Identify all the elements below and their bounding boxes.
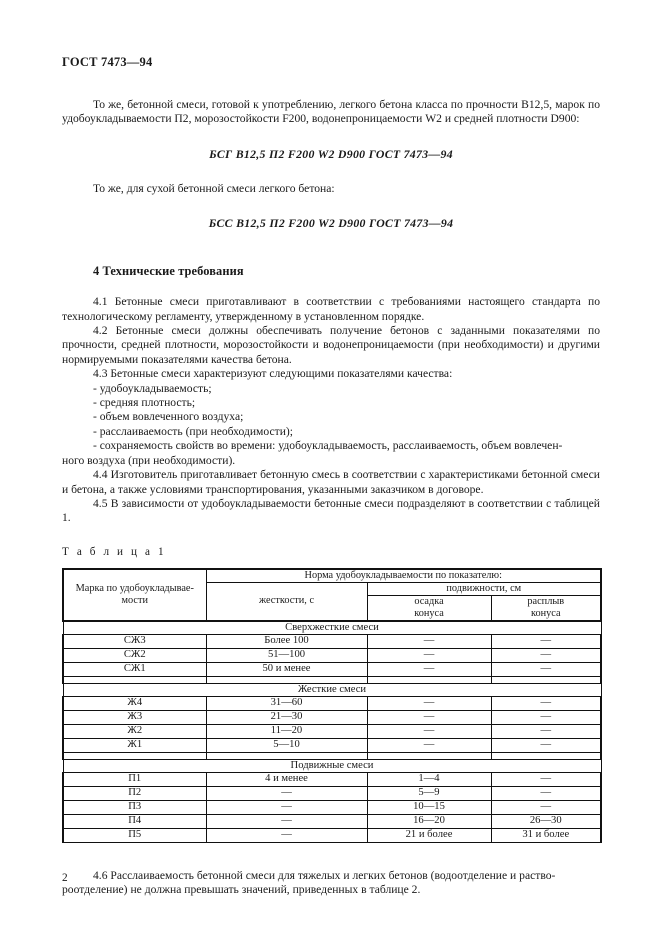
- standard-number: ГОСТ 7473—94: [62, 55, 153, 69]
- paragraph-4-6-continuation: роотделение) не должна превышать значений, приведенных в таблице 2.: [62, 883, 421, 897]
- paragraph-4-4: 4.4 Изготовитель приготавливает бетонную смесь в соответствии с характеристиками бетонной смеси и бетона, а также условиями транспортирования, указанными заказчиком в договоре.: [62, 468, 600, 496]
- cell-spread: —: [491, 648, 601, 662]
- table-row: [63, 738, 601, 752]
- cell-slump: 16—20: [367, 814, 491, 828]
- cell-mark: П3: [63, 800, 206, 814]
- cell-rigidity: 11—20: [206, 724, 367, 738]
- header-cell-slump-line2: конуса: [414, 607, 444, 619]
- table-row: [63, 828, 601, 842]
- header-cell-mark-line2: мости: [121, 594, 148, 606]
- cell-rigidity: —: [206, 800, 367, 814]
- cell-mark: СЖ2: [63, 648, 206, 662]
- table-row: [63, 634, 601, 648]
- table-row: [63, 696, 601, 710]
- page-content: [62, 55, 600, 898]
- table-spacer-row: [63, 752, 601, 759]
- paragraph-4-2: 4.2 Бетонные смеси должны обеспечивать получение бетонов с заданными показателями по прочности, средней плотности, морозостойкости и водонепроницаемости (при необходимости) и другими нормируемыми показателями качества бетона.: [62, 324, 600, 366]
- group-title: Жесткие смеси: [63, 683, 601, 696]
- cell-mark: Ж2: [63, 724, 206, 738]
- cell-mark: П2: [63, 786, 206, 800]
- table-row: [63, 814, 601, 828]
- cell-rigidity: —: [206, 828, 367, 842]
- header-cell-spread-line2: конуса: [530, 607, 561, 619]
- cell-rigidity: 4 и менее: [206, 772, 367, 786]
- cell-slump: 10—15: [367, 800, 491, 814]
- cell-spread: —: [491, 724, 601, 738]
- table-caption: Т а б л и ц а 1: [62, 545, 167, 558]
- table-row: [63, 800, 601, 814]
- cell-rigidity: Более 100: [206, 634, 367, 648]
- list-item: - расслаиваемость (при необходимости);: [93, 424, 293, 438]
- table-spacer-row: [63, 676, 601, 683]
- cell-slump: 1—4: [367, 772, 491, 786]
- cell-mark: П4: [63, 814, 206, 828]
- cell-mark: П1: [63, 772, 206, 786]
- cell-rigidity: 50 и менее: [206, 662, 367, 676]
- section-heading-4: 4 Технические требования: [93, 264, 244, 279]
- table-row: [63, 648, 601, 662]
- cell-slump: —: [367, 648, 491, 662]
- group-title: Подвижные смеси: [63, 759, 601, 772]
- cell-mark: Ж1: [63, 738, 206, 752]
- designation-code-bsg: БСГ B12,5 П2 F200 W2 D900 ГОСТ 7473—94: [209, 146, 453, 161]
- cell-slump: —: [367, 710, 491, 724]
- header-cell-rigidity: жесткости, с: [206, 582, 367, 621]
- cell-mark: Ж4: [63, 696, 206, 710]
- cell-spread: —: [491, 710, 601, 724]
- cell-spread: —: [491, 800, 601, 814]
- table-row: [63, 772, 601, 786]
- paragraph-same-ready-mix: То же, бетонной смеси, готовой к употреблению, легкого бетона класса по прочности B12,5, марок по удобоукладываемости П2, морозостойкости F200, водонепроницаемости W2 и средней плотности D900:: [62, 98, 600, 126]
- table-row: [63, 710, 601, 724]
- table-row: [63, 786, 601, 800]
- group-title: Сверхжесткие смеси: [63, 621, 601, 635]
- table-group-header-row: [63, 621, 601, 635]
- cell-rigidity: 5—10: [206, 738, 367, 752]
- cell-spread: —: [491, 772, 601, 786]
- designation-code-bss: БСС B12,5 П2 F200 W2 D900 ГОСТ 7473—94: [208, 216, 454, 231]
- list-item: - объем вовлеченного воздуха;: [93, 410, 244, 424]
- list-item: - сохраняемость свойств во времени: удобоукладываемость, расслаиваемость, объем вовлечен-: [93, 439, 563, 453]
- header-cell-mark: [63, 569, 206, 621]
- table-row: [63, 724, 601, 738]
- list-item: - удобоукладываемость;: [93, 381, 212, 395]
- list-item-continuation: ного воздуха (при необходимости).: [62, 453, 236, 467]
- list-item: - средняя плотность;: [93, 396, 196, 410]
- cell-spread: 26—30: [491, 814, 601, 828]
- cell-spread: —: [491, 738, 601, 752]
- header-cell-group-norm: Норма удобоукладываемости по показателю:: [206, 569, 601, 583]
- table-header-row-1: [63, 569, 601, 583]
- table-group-header-row: [63, 683, 601, 696]
- cell-slump: —: [367, 634, 491, 648]
- paragraph-same-dry-mix: То же, для сухой бетонной смеси легкого бетона:: [93, 181, 335, 195]
- cell-mark: СЖ1: [63, 662, 206, 676]
- cell-rigidity: —: [206, 814, 367, 828]
- paragraph-4-5: 4.5 В зависимости от удобоукладываемости бетонные смеси подразделяют в соответствии с таблицей 1.: [62, 496, 600, 525]
- table-workability-norms: [62, 568, 602, 843]
- cell-rigidity: 31—60: [206, 696, 367, 710]
- header-cell-spread: [491, 595, 601, 621]
- header-cell-slump: [367, 595, 491, 621]
- cell-spread: —: [491, 786, 601, 800]
- cell-slump: —: [367, 724, 491, 738]
- cell-slump: —: [367, 662, 491, 676]
- paragraph-4-1: 4.1 Бетонные смеси приготавливают в соответствии с требованиями настоящего стандарта по технологическому регламенту, утвержденному в установленном порядке.: [62, 295, 600, 323]
- cell-spread: 31 и более: [491, 828, 601, 842]
- header-cell-group-mobility: подвижности, см: [367, 582, 601, 595]
- cell-slump: 5—9: [367, 786, 491, 800]
- header-cell-spread-line1: расплыв: [527, 595, 565, 607]
- cell-spread: —: [491, 662, 601, 676]
- cell-rigidity: 51—100: [206, 648, 367, 662]
- cell-spread: —: [491, 696, 601, 710]
- cell-mark: СЖ3: [63, 634, 206, 648]
- paragraph-4-3: 4.3 Бетонные смеси характеризуют следующими показателями качества:: [93, 367, 453, 381]
- cell-slump: —: [367, 738, 491, 752]
- cell-slump: —: [367, 696, 491, 710]
- paragraph-4-6: 4.6 Расслаиваемость бетонной смеси для тяжелых и легких бетонов (водоотделение и раство-: [93, 868, 556, 882]
- table-group-header-row: [63, 759, 601, 772]
- cell-mark: Ж3: [63, 710, 206, 724]
- cell-rigidity: —: [206, 786, 367, 800]
- cell-spread: —: [491, 634, 601, 648]
- cell-rigidity: 21—30: [206, 710, 367, 724]
- page-number: 2: [62, 872, 68, 884]
- header-cell-mark-line1: Марка по удобоукладывае-: [75, 582, 194, 594]
- cell-slump: 21 и более: [367, 828, 491, 842]
- cell-mark: П5: [63, 828, 206, 842]
- header-cell-slump-line1: осадка: [414, 595, 444, 607]
- table-row: [63, 662, 601, 676]
